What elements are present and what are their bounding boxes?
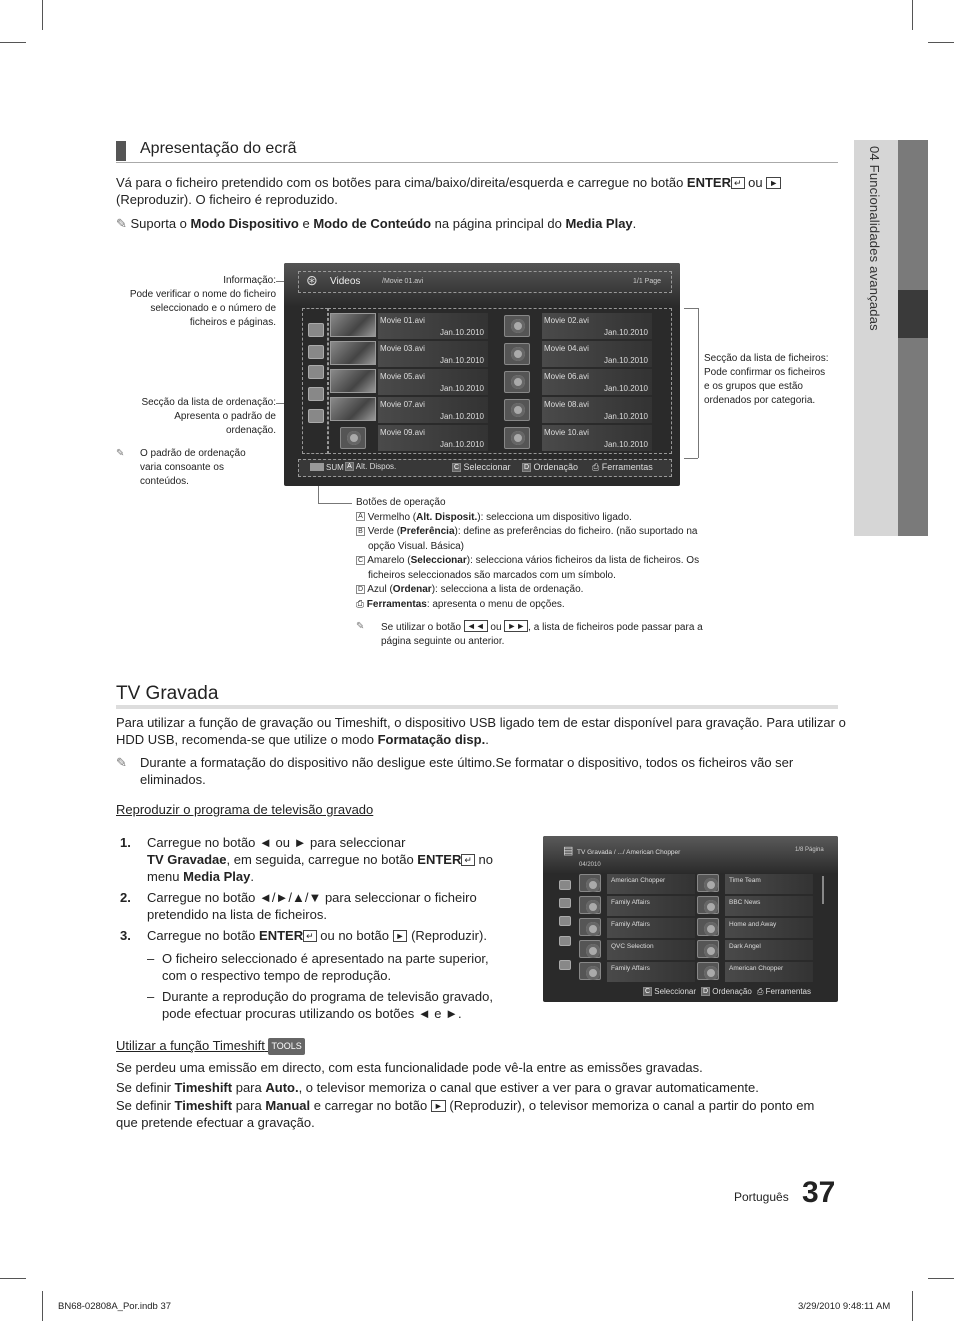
recording-thumbnail[interactable] [579, 962, 601, 980]
footer-language: Português [734, 1190, 789, 1204]
screen2-page: 1/8 Página [795, 847, 824, 853]
crop-mark [928, 42, 954, 43]
tv-gravada-intro: Para utilizar a função de gravação ou Timeshift, o dispositivo USB ligado tem de estar disponível para gravação. Para utilizar o HDD USB, recomenda-se que utilize o modo Formatação disp.. [116, 715, 846, 747]
tools-icon: ⎙ [356, 598, 364, 610]
file-date: Jan.10.2010 [439, 328, 484, 337]
recording-name: Time Team [729, 877, 761, 884]
file-name: Movie 09.avi [380, 428, 425, 437]
operation-note: ✎ Se utilizar o botão ◄◄ ou ►► , a lista de ficheiros pode passar para a página seguinte ou anterior. [356, 621, 703, 647]
file-date: Jan.10.2010 [439, 440, 484, 449]
folder-icon[interactable] [559, 880, 571, 890]
chapter-side-tab [854, 140, 928, 536]
crop-mark [928, 1278, 954, 1279]
recording-thumbnail[interactable] [579, 918, 601, 936]
intro-paragraph: Vá para o ficheiro pretendido com os botões para cima/baixo/direita/esquerda e carregue no botão ENTER ↵ ou ► (Reproduzir). O ficheiro é reproduzido. [116, 174, 846, 208]
file-list-item[interactable] [378, 369, 488, 395]
recording-name: Family Affairs [611, 921, 650, 928]
tools-button[interactable]: ⎙ Ferramentas [592, 462, 653, 472]
recorded-tv-screen [543, 836, 838, 1002]
file-name: Movie 10.avi [544, 428, 589, 437]
file-date: Jan.10.2010 [603, 356, 648, 365]
sort-button[interactable]: D Ordenação [523, 462, 579, 472]
recording-thumbnail[interactable] [697, 918, 719, 936]
file-list-item[interactable] [378, 313, 488, 339]
star-icon[interactable] [559, 960, 571, 970]
timeshift-text: Se perdeu uma emissão em directo, com esta funcionalidade pode vê-la entre as emissões gravadas. Se definir Timeshift para Auto., o televisor memoriza o canal que estiver a ver para o gravar automaticamente. Se definir Timeshift para Manual e carregar no botão ► (Reproduzir), o televisor memoriza o canal a partir do ponto em que pretende efectuar a gravação. [116, 1060, 815, 1130]
callout-info: Informação: Pode verificar o nome do ficheiro seleccionado e o número de ficheiros e páginas. [129, 275, 276, 328]
recording-thumbnail[interactable] [579, 874, 601, 892]
scrollbar[interactable] [822, 876, 824, 904]
video-thumbnail[interactable] [330, 341, 376, 365]
file-date: Jan.10.2010 [439, 356, 484, 365]
note-pencil-icon: ✎ [116, 448, 125, 459]
screen-path: /Movie 01.avi [382, 278, 424, 285]
file-list-item[interactable] [542, 369, 652, 395]
tools-icon: ⎙ [757, 987, 764, 996]
recording-list-item[interactable] [607, 962, 695, 982]
channel-icon[interactable] [559, 936, 571, 946]
recording-name: QVC Selection [611, 943, 654, 950]
recording-thumbnail[interactable] [697, 874, 719, 892]
recording-list-item[interactable] [725, 918, 813, 938]
file-name: Movie 06.avi [544, 372, 589, 381]
crop-mark [912, 1291, 913, 1321]
film-reel-icon[interactable] [340, 427, 366, 449]
image-icon[interactable] [308, 345, 324, 359]
screen2-date: 04/2010 [579, 862, 601, 868]
film-icon: ⊛ [306, 272, 318, 288]
file-date: Jan.10.2010 [439, 412, 484, 421]
folder-icon[interactable] [308, 323, 324, 337]
file-list-item[interactable] [542, 313, 652, 339]
film-reel-icon[interactable] [504, 315, 530, 337]
fast-forward-icon: ►► [504, 620, 528, 632]
callout-sort-note: ✎ O padrão de ordenação varia consoante os conteúdos. [116, 448, 246, 487]
rewind-icon: ◄◄ [464, 620, 488, 632]
chapter-label: 04 Funcionalidades avançadas [867, 146, 882, 331]
crop-mark [912, 0, 913, 30]
recording-name: Dark Angel [729, 943, 761, 950]
film-reel-icon[interactable] [504, 343, 530, 365]
recording-name: Family Affairs [611, 899, 650, 906]
footer-datetime: 3/29/2010 9:48:11 AM [798, 1301, 891, 1312]
crop-mark [0, 1278, 26, 1279]
film-reel-icon[interactable] [504, 427, 530, 449]
calendar-icon[interactable] [559, 916, 571, 926]
screen-title: Videos [330, 276, 361, 287]
recording-list-item[interactable] [607, 918, 695, 938]
film-reel-icon[interactable] [504, 371, 530, 393]
file-date: Jan.10.2010 [439, 384, 484, 393]
video-thumbnail[interactable] [330, 313, 376, 337]
note-modes: ✎ Suporta o Modo Dispositivo e Modo de Conteúdo na página principal do Media Play. [116, 216, 637, 231]
callout-line [698, 308, 699, 458]
recording-list-item[interactable] [607, 896, 695, 916]
heading-rule [116, 162, 838, 163]
file-date: Jan.10.2010 [603, 384, 648, 393]
section-title-screen: Apresentação do ecrã [140, 140, 297, 157]
select-button[interactable]: C Seleccionar [644, 987, 697, 996]
format-note: ✎ Durante a formatação do dispositivo não desligue este último.Se formatar o dispositivo, todos os ficheiros vão ser eliminados. [116, 755, 794, 787]
file-list-item[interactable] [378, 397, 488, 423]
subheading-play-recorded: Reproduzir o programa de televisão gravado [116, 802, 374, 817]
callout-line [318, 503, 352, 504]
tools-badge: TOOLS [268, 1038, 304, 1055]
list-icon[interactable] [308, 387, 324, 401]
calendar-icon[interactable] [308, 365, 324, 379]
list-icon[interactable] [559, 898, 571, 908]
callout-sort: Secção da lista de ordenação: Apresenta o padrão de ordenação. [141, 397, 276, 436]
file-list-item[interactable] [542, 341, 652, 367]
recording-name: Home and Away [729, 921, 777, 928]
select-button[interactable]: C Seleccionar [453, 462, 511, 472]
heading-marker [116, 141, 126, 161]
file-list-item[interactable] [542, 425, 652, 451]
recording-list-item[interactable] [607, 874, 695, 894]
recording-list-item[interactable] [725, 896, 813, 916]
steps-list: 1. Carregue no botão ◄ ou ► para seleccionar TV Gravadae, em seguida, carregue no botão ENTER ↵ no menu Media Play. 2. Carregue no botão ◄/►/▲/▼ para seleccionar o ficheiro pretendido na lista de ficheiros. 3. Carregue no botão ENTER ↵ ou no botão ► (Reproduzir). – O ficheiro seleccionado é apresentado na parte superior, com o respectivo tempo de reprodução. – Durante a reprodução do programa de televisão gravado, pode efectuar procuras utilizando os botões ◄ e ►. [120, 835, 493, 1021]
callout-files: Secção da lista de ficheiros: Pode confirmar os ficheiros e os grupos que estão ordenados por categoria. [704, 353, 829, 406]
recording-name: American Chopper [729, 965, 784, 972]
recording-thumbnail[interactable] [697, 962, 719, 980]
recording-name: Family Affairs [611, 965, 650, 972]
video-thumbnail[interactable] [330, 369, 376, 393]
file-list-item[interactable] [378, 341, 488, 367]
file-name: Movie 08.avi [544, 400, 589, 409]
video-thumbnail[interactable] [330, 397, 376, 421]
file-name: Movie 07.avi [380, 400, 425, 409]
note-pencil-icon: ✎ [116, 216, 131, 231]
callout-line [684, 458, 698, 459]
subheading-timeshift: Utilizar a função Timeshift TOOLS [116, 1037, 305, 1055]
callout-line [684, 308, 698, 309]
recording-list-item[interactable] [725, 940, 813, 960]
usb-device-icon [310, 463, 324, 471]
recording-thumbnail[interactable] [579, 940, 601, 958]
file-name: Movie 04.avi [544, 344, 589, 353]
file-name: Movie 03.avi [380, 344, 425, 353]
section-title-tv-gravada: TV Gravada [116, 683, 219, 704]
file-list-item[interactable] [378, 425, 488, 451]
star-icon[interactable] [308, 409, 324, 423]
crop-mark [42, 0, 43, 30]
file-list-item[interactable] [542, 397, 652, 423]
sort-button[interactable]: D Ordenação [702, 987, 752, 996]
footer-filename: BN68-02808A_Por.indb 37 [58, 1301, 172, 1312]
file-date: Jan.10.2010 [603, 328, 648, 337]
file-date: Jan.10.2010 [603, 440, 648, 449]
recording-name: BBC News [729, 899, 761, 906]
recording-thumbnail[interactable] [697, 940, 719, 958]
tools-button[interactable]: ⎙ Ferramentas [757, 987, 811, 996]
recording-thumbnail[interactable] [697, 896, 719, 914]
sum-label: SUM [326, 463, 344, 472]
media-play-screen [284, 263, 680, 486]
alt-device-button[interactable]: A Alt. Dispos. [345, 462, 396, 471]
file-name: Movie 05.avi [380, 372, 425, 381]
tools-icon: ⎙ [592, 462, 600, 472]
recording-icon: ▤ [563, 845, 574, 857]
page-number: 37 [802, 1176, 836, 1209]
heading-rule [116, 705, 838, 709]
file-name: Movie 02.avi [544, 316, 589, 325]
recording-list-item[interactable] [725, 874, 813, 894]
file-date: Jan.10.2010 [603, 412, 648, 421]
file-name: Movie 01.avi [380, 316, 425, 325]
note-pencil-icon: ✎ [356, 621, 365, 632]
screen2-path: TV Gravada / .../ American Chopper [577, 849, 681, 856]
crop-mark [42, 1291, 43, 1321]
note-pencil-icon: ✎ [116, 755, 127, 770]
screen-page: 1/1 Page [633, 278, 662, 285]
crop-mark [0, 42, 26, 43]
recording-name: American Chopper [611, 877, 666, 884]
recording-list-item[interactable] [607, 940, 695, 960]
film-reel-icon[interactable] [504, 399, 530, 421]
recording-list-item[interactable] [725, 962, 813, 982]
operation-buttons-list: Botões de operação A Vermelho (Alt. Disposit.): selecciona um dispositivo ligado. B Verde (Preferência): define as preferências do ficheiro. (não suportado na opção Visual. Básica) C Amarelo (Seleccionar): selecciona vários ficheiros da lista de ficheiros. Os ficheiros seleccionados são marcados com um símbolo. D Azul (Ordenar): selecciona a lista de ordenação. ⎙ Ferramentas: apresenta o menu de opções. [356, 497, 700, 610]
recording-thumbnail[interactable] [579, 896, 601, 914]
